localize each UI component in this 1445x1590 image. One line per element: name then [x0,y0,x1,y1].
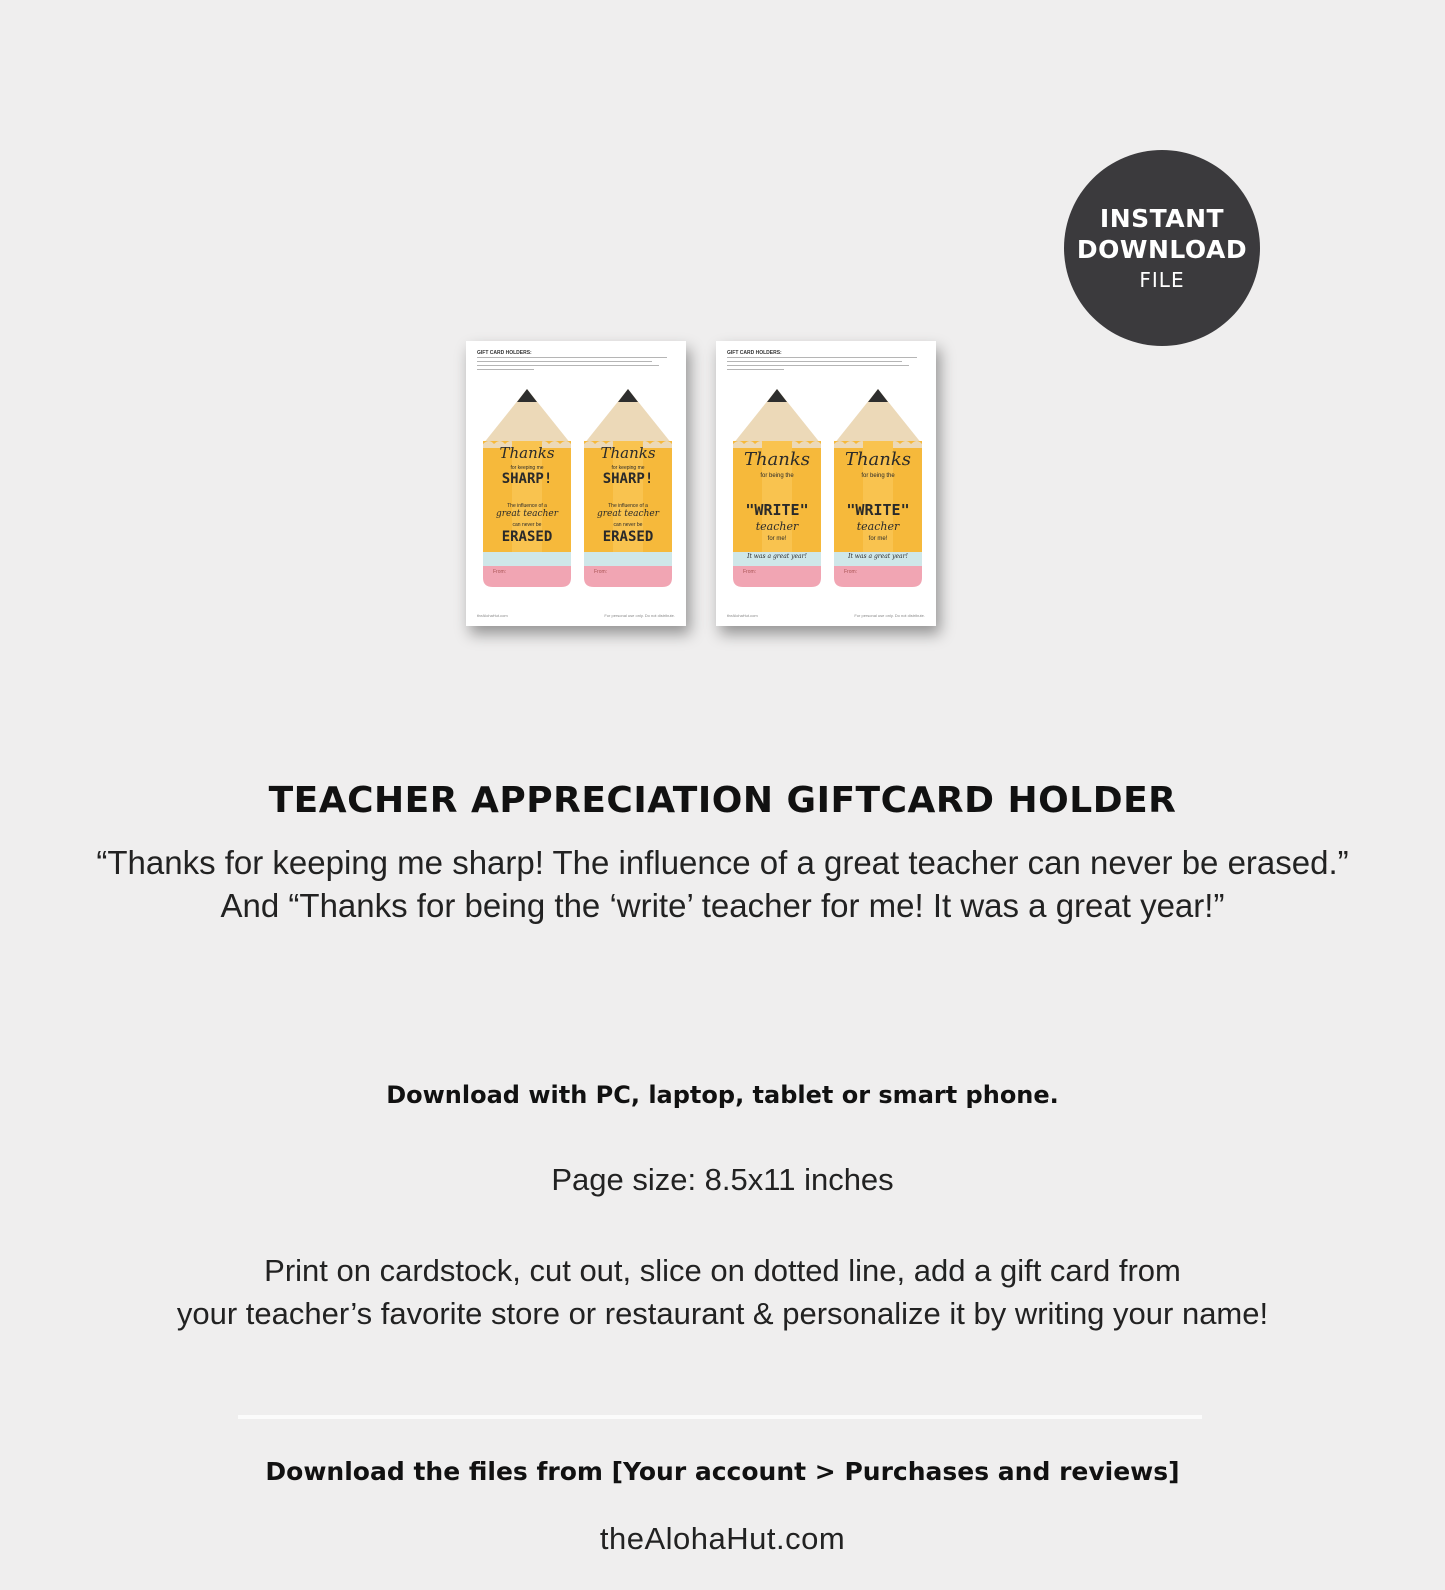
quote-line-2: And “Thanks for being the ‘write’ teacher for me! It was a great year!” [220,887,1225,924]
sheet-footer-right: For personal use only. Do not distribute. [604,613,675,618]
pencil-bottom: It was a great year! [848,553,908,560]
pencil-mid3: can never be [613,522,643,528]
pencil-main: "WRITE" [745,501,809,519]
pencil-bottom: It was a great year! [747,553,807,560]
pencil-mid1: The influence of a [507,503,547,509]
pencil-card [483,389,571,589]
print-line-2: your teacher’s favorite store or restaurant & personalize it by writing your name! [176,1296,1269,1331]
pencil-mid2: teacher [755,520,799,533]
pencil-card [733,389,821,589]
quote-line-1: “Thanks for keeping me sharp! The influence of a great teacher can never be erased.” [96,844,1349,881]
product-quote [0,841,1445,927]
pencil-card [834,389,922,589]
pencil-thanks: Thanks [844,449,912,470]
pencil-graphic [584,389,672,589]
pencil-main: SHARP! [602,471,654,487]
preview-sheet-write [716,341,936,626]
pencil-thanks: Thanks [499,444,555,462]
pencil-thanks: Thanks [600,444,656,462]
download-location-text: Download the files from [Your account > Purchases and reviews] [265,1457,1180,1486]
pencil-bottom: ERASED [602,529,654,545]
pencil-card [584,389,672,589]
pencil-from: From: [844,569,858,575]
instant-download-badge [1064,150,1260,346]
pencil-bottom: ERASED [501,529,553,545]
preview-sheet-sharp [466,341,686,626]
pencil-graphic [483,389,571,589]
sheet-heading: GIFT CARD HOLDERS: [727,350,782,356]
product-title: TEACHER APPRECIATION GIFTCARD HOLDER [268,780,1177,821]
pencil-from: From: [493,569,507,575]
page-size-text: Page size: 8.5x11 inches [551,1162,894,1197]
badge-line-2: DOWNLOAD [1076,234,1248,264]
pencil-sub: for keeping me [611,465,645,471]
print-instructions [0,1249,1445,1335]
sheet-instructions [477,357,667,373]
badge-line-1: INSTANT [1099,203,1225,233]
download-devices-text: Download with PC, laptop, tablet or smart phone. [386,1081,1059,1109]
site-name: theAlohaHut.com [599,1521,846,1556]
pencil-from: From: [594,569,608,575]
divider [238,1415,1202,1419]
sheet-heading: GIFT CARD HOLDERS: [477,350,532,356]
pencil-mid3: for me! [868,536,888,542]
sheet-footer-left: theAlohaHut.com [727,613,758,618]
pencil-mid2: great teacher [495,509,558,519]
pencil-mid1: The influence of a [608,503,648,509]
badge-line-3: FILE [1139,267,1185,292]
pencil-mid2: great teacher [596,509,659,519]
sheet-footer-left: theAlohaHut.com [477,613,508,618]
pencil-sub: for being the [760,473,794,479]
sheet-instructions [727,357,917,373]
pencil-thanks: Thanks [743,449,811,470]
pencil-mid3: can never be [512,522,542,528]
pencil-from: From: [743,569,757,575]
pencil-mid2: teacher [856,520,900,533]
pencil-main: SHARP! [501,471,553,487]
pencil-sub: for keeping me [510,465,544,471]
sheet-footer-right: For personal use only. Do not distribute. [854,613,925,618]
pencil-main: "WRITE" [846,501,910,519]
pencil-sub: for being the [861,473,895,479]
pencil-mid3: for me! [767,536,787,542]
print-line-1: Print on cardstock, cut out, slice on dotted line, add a gift card from [264,1253,1181,1288]
